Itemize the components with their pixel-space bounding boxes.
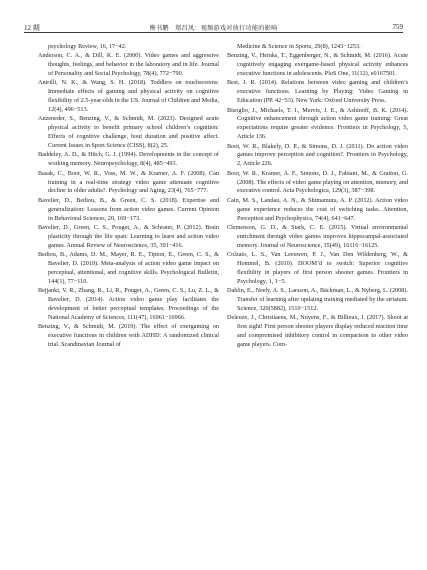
reference-entry: Baddeley, A. D., & Hitch, G. J. (1994). Developments in the concept of working memory. Neuropsychology, 8(4), 485−493. bbox=[38, 151, 219, 168]
reference-entry: psychology Review, 16, 17−42. bbox=[48, 43, 127, 50]
reference-entry: Antrilli, N. K., & Wang, S. H. (2018). Toddlers on touchscreens: Immediate effects of gaming and physical activity on cognitive flexibility of 2.5-year-olds in the US. Journal of Children and Media, 12(4), 496−513. bbox=[38, 79, 219, 114]
reference-entry: Dahlin, E., Neely, A. S., Larsson, A., Bäckman, L., & Nyberg, L. (2008). Transfer of learning after updating training mediated by the striatum. Science, 320(5882), 1510−1512. bbox=[227, 286, 408, 312]
reference-entry: Benzing, V., & Schmidt, M. (2019). The effect of exergaming on executive functions in children with ADHD: A randomized clinical trial. Scandinavian Journal of bbox=[38, 323, 219, 348]
reference-entry: Bavelier, D., Bediou, B., & Green, C. S. (2018). Expertise and generalization: Lessons from action video games. Current Opinion in Behavioral Sciences, 20, 169−173. bbox=[38, 196, 219, 222]
reference-entry: Boot, W. R., Blakely, D. P., & Simons, D. J. (2011). Do action video games improve perception and cognition?. Frontiers in Psychology, 2, Article 226. bbox=[227, 142, 408, 168]
issue-label: 12 期 bbox=[24, 24, 40, 32]
page-number: 759 bbox=[392, 23, 403, 31]
reference-entry: Best, J. R. (2014). Relations between video gaming and children’s executive functions. Learning by Playing: Video Gaming in Education (PP. 42−53). New York: Oxford University Press. bbox=[227, 79, 408, 105]
reference-entry: Medicine & Science in Sports, 29(8), 1243−1253. bbox=[237, 43, 361, 50]
reference-entry: Anderson, C. A., & Dill, K. E. (2000). Video games and aggressive thoughts, feelings, and behavior in the laboratory and in life. Journal of Personality and Social Psychology, 78(4), 772−790. bbox=[38, 52, 219, 78]
reference-column-right bbox=[227, 43, 408, 350]
reference-entry: Anzeneder, S., Benzing, V., & Schmidt, M. (2023). Designed acute physical activity to benefit primary school children’s cognition: Effects of cognitive challenge, bout duration and positive affect. Current Issues in Sport Science (CISS), 8(2), 25. bbox=[38, 115, 219, 150]
reference-entry: Clemenson, G. D., & Stark, C. E. (2015). Virtual environmental enrichment through video games improves hippocampal-associated memory. Journal of Neuroscience, 35(49), 16116−16125. bbox=[227, 223, 408, 249]
reference-entry: Colzato, L. S., Van Leeuwen, P. J., Van Den Wildenberg, W., & Hommel, B. (2010). DOOM’d to switch: Superior cognitive flexibility in players of first person shooter games. Frontiers in Psychology, 1, 1−5. bbox=[227, 250, 408, 285]
running-header bbox=[24, 10, 403, 33]
reference-entry: Bisoglio, J., Michaels, T. I., Mervis, J. E., & Ashinoff, B. K. (2014). Cognitive enhancement through action video game training: Great expectations require greater evidence. Frontiers in Psychology, 5, Article 136. bbox=[227, 106, 408, 141]
reference-entry: Benzing, V., Heinks, T., Eggenberger, N., & Schmidt, M. (2016). Acute cognitively engaging exergame-based physical activity enhances executive functions in adolescents. PloS One, 11(12), e0167501. bbox=[227, 52, 408, 78]
reference-entry: Boot, W. R., Kramer, A. F., Simons, D. J., Fabiani, M., & Gratton, G. (2008). The effects of video game playing on attention, memory, and executive control. Acta Psychologica, 129(3), 387−398. bbox=[227, 169, 408, 195]
reference-entry: Bediou, B., Adams, D. M., Mayer, R. E., Tipton, E., Green, C. S., & Bavelier, D. (2018). Meta-analysis of action video game impact on perceptual, attentional, and cognitive skills. Psychological Bulletin, 144(1), 77−110. bbox=[38, 250, 219, 285]
reference-entry: Basak, C., Boot, W. R., Voss, M. W., & Kramer, A. F. (2008). Can training in a real-time strategy video game attenuate cognitive decline in older adults?. Psychology and Aging, 23(4), 765−777. bbox=[38, 169, 219, 195]
reference-entry: Bavelier, D., Green, C. S., Pouget, A., & Schrater, P. (2012). Brain plasticity through the life span: Learning to learn and action video games. Annual Review of Neuroscience, 35, 391−416. bbox=[38, 223, 219, 249]
reference-column-left bbox=[38, 43, 219, 350]
reference-entry: Deleuze, J., Christiaens, M., Nuyens, F., & Billieux, J. (2017). Shoot at first sight! First person shooter players display reduced reaction time and compromised inhibitory control in comparison to other video game players. Com- bbox=[227, 314, 408, 348]
running-title: 衡书鹏 郑昌凤：视频游戏对执行功能的影响 bbox=[149, 25, 278, 32]
reference-entry: Cain, M. S., Landau, A. N., & Shimamura, A. P. (2012). Action video game experience reduces the cost of switching tasks. Attention, Perception and Psychophysics, 74(4), 641−647. bbox=[227, 196, 408, 222]
reference-entry: Bejjanki, V. R., Zhang, R., Li, R., Pouget, A., Green, C. S., Lu, Z. L., & Bavelier, D. (2014). Action video game play facilitates the development of better perceptual templates. Proceedings of the National Academy of Sciences, 111(47), 16961−16966. bbox=[38, 286, 219, 321]
